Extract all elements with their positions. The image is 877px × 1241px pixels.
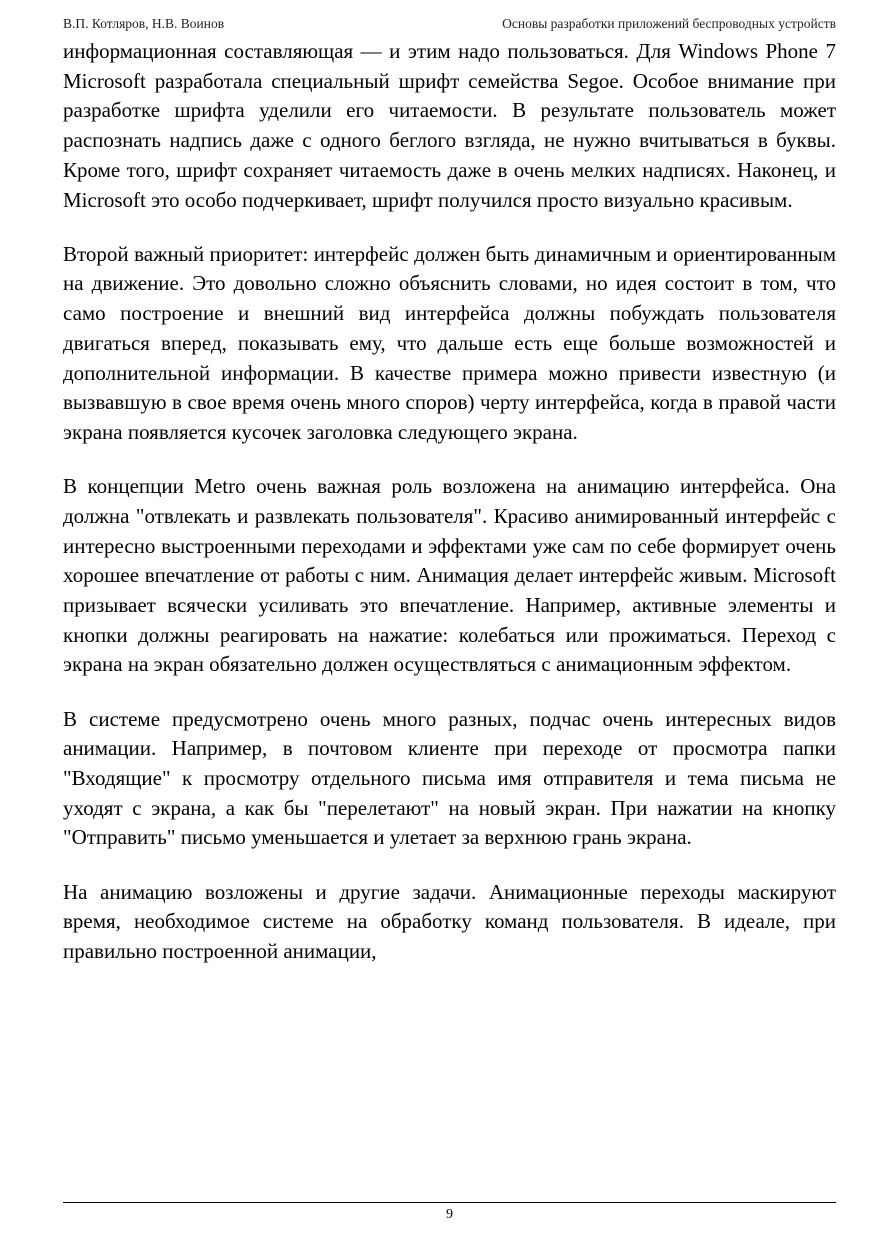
paragraph: Второй важный приоритет: интерфейс должен быть динамичным и ориентированным на движение. Это довольно сложно объяснить словами, но идея состоит в том, что само построение и внешний вид интерфейса должны побуждать пользователя двигаться вперед, показывать ему, что дальше есть еще больше возможностей и дополнительной информации. В качестве примера можно привести известную (и вызвавшую в свое время очень много споров) черту интерфейса, когда в правой части экрана появляется кусочек заголовка следующего экрана. <box>63 241 836 444</box>
page-header <box>63 15 836 33</box>
body-text <box>63 37 836 991</box>
page-number: 9 <box>446 1207 453 1222</box>
paragraph: информационная составляющая — и этим надо пользоваться. Для Windows Phone 7 Microsoft разработала специальный шрифт семейства Segoe. Особое внимание при разработке шрифта уделили его читаемости. В результате пользователь может распознать надпись даже с одного беглого взгляда, не нужно вчитываться в буквы. Кроме того, шрифт сохраняет читаемость даже в очень мелких надписях. Наконец, и Microsoft это особо подчеркивает, шрифт получился просто визуально красивым. <box>63 39 836 212</box>
paragraph: В системе предусмотрено очень много разных, подчас очень интересных видов анимации. Например, в почтовом клиенте при переходе от просмотра папки "Входящие" к просмотру отдельного письма имя отправителя и тема письма не уходят с экрана, а как бы "перелетают" на новый экран. При нажатии на кнопку "Отправить" письмо уменьшается и улетает за верхнюю грань экрана. <box>63 706 836 850</box>
header-authors: В.П. Котляров, Н.В. Воинов <box>63 16 225 31</box>
paragraph: На анимацию возложены и другие задачи. Анимационные переходы маскируют время, необходимое системе на обработку команд пользователя. В идеале, при правильно построенной анимации, <box>63 879 836 963</box>
footer-divider <box>63 1202 836 1203</box>
header-book-title: Основы разработки приложений беспроводных устройств <box>502 16 836 31</box>
paragraph: В концепции Metro очень важная роль возложена на анимацию интерфейса. Она должна "отвлекать и развлекать пользователя". Красиво анимированный интерфейс с интересно выстроенными переходами и эффектами уже сам по себе формирует очень хорошее впечатление от работы с ним. Анимация делает интерфейс живым. Microsoft призывает всячески усиливать это впечатление. Например, активные элементы и кнопки должны реагировать на нажатие: колебаться или прожиматься. Переход с экрана на экран обязательно должен осуществляться с анимационным эффектом. <box>63 474 836 677</box>
